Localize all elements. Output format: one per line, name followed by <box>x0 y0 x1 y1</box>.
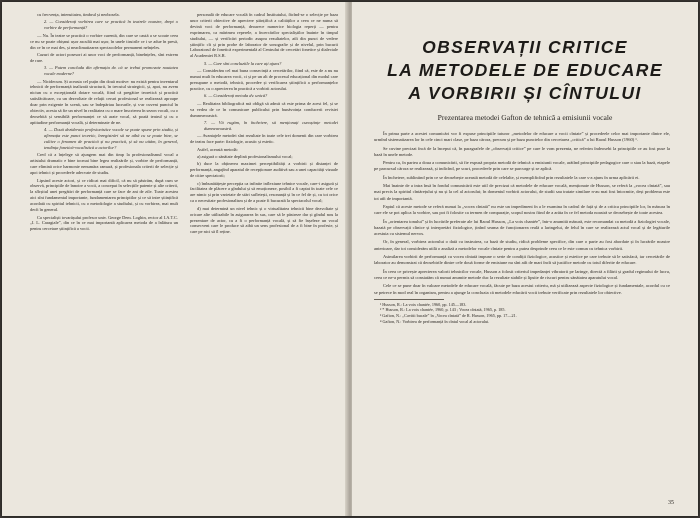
body-paragraph: În ceea ce privește aprecierea valorii tehnicilor vocale, Husson a folosit criteriul impedanței vibratorii pe laringe, directă a filării și gradul regimului de lucru, ceea ce ne-a permis să constatăm că numai anumite metode duc la rezultate stabile și lipsite de riscuri pentru sănătatea aparatului vocal. <box>374 268 670 280</box>
body-paragraph: Faptul că aceste metode se referă numai la „vocea cîntată” nu este un impediment în a le examina în cadrul de față și de a critica principiile lor, în măsura în care ele se pot aplica la vorbire, sau pot fi folosite ca termen de comparație, scopul nostru fiind de a arăta în ce fel metoda noastră se deosebește de toate acestea. <box>374 203 670 216</box>
body-paragraph: d) mai determină un nivel tehnic și o virtualitatea tehnicii bine dezvoltate și oricare alte utilizabile în asigurarea în sus, care să le păstreze dar și gîndul nou la prezentare de actor, cu a fi o performanță vocală, și să fie înșeleze un vocal consecvent care le produce să aibă un sens profesional de a fi bine în profesie, și care pe nici să îl reține. <box>190 205 338 235</box>
left-column-a <box>30 12 178 234</box>
book-spread <box>2 2 698 516</box>
article-subtitle: Prezentarea metodei Gafton de tehnică a emisiunii vocale <box>437 113 613 122</box>
body-paragraph: Se cuvine precizat încă de la început că, în paragrafele de „observații critice” pe care le vom prezenta, ne referim îndeosebi la principiile ce au fost puse la bază în unele metode. <box>374 145 670 157</box>
body-paragraph: Cred că a înțelege să ajungem mai din timp la profesionalismul vocal a artistului dramatic e bine tocmai bine legea realizările și, vorbire de performanță, care elimină orice harmonie nenumăra ramură, și profesionala criterii de selecție și apoi tehnici și procedeele adecvate de studiu. <box>30 152 178 176</box>
interview-question: 3. — Putem concluda din afirmația dv. că se trebui promovate noutatea vocale moderne? <box>44 65 178 77</box>
interview-question: 4. — Două deziderata profesionistice vocale se poate spune prin studiu, și afirmația este punct teoretic, înregistrări să ne aibă cu se poate bine, se cultive o fenomen de practică și nu practică, și să nu uităm, în general, tendința fonetică-vocalistică a actorilor? <box>44 127 178 151</box>
body-paragraphs <box>374 131 670 296</box>
body-paragraph: Pentru ca, în partea a doua a comunicării, să fie expusă propria metodă de tehnică a emisiunii vocale, arătînd principiile pedagogice care o stau la bază, etapele pe parcursul cărora se realizează, și indicînd, pe scurt, procedeele prin care se parcurge și se aplică. <box>374 160 670 172</box>
footnote: ⁴ Gafton, N.: Vorbirea de performanță în cîntul vocal al actorului. <box>380 318 490 324</box>
body-paragraph: Mai înainte de a intra însă în fondul comunicării este util de precizat că metodele de educare vocală, menționate de Husson, se referă la „vocea cîntată”, sau mai precis la spiritul cîntărețului și nu și la cel al actorului; în domeniul vorbirii actorului, de studii sau tratate similare n-au mai fost întocmite, deși problema este tot atît de importantă. <box>374 183 670 201</box>
interview-question: 2. — Considerați vorbirea care se practică în teatrele noastre, drept o vorbire de performanță? <box>44 19 178 31</box>
body-paragraph: În prima parte a acestei comunicări vor fi expuse principiile tuturor „metodelor de educare a vocii cîntate” și procedeele celor mai importante dintre ele, urmînd sistematizarea lor în cele cinci mari clase, pe baza cărora, precum și pe baza punctelor din cercetarea „critică” a lui Raoul Husson (1960) ¹. <box>374 131 670 143</box>
article-title <box>362 36 688 105</box>
body-paragraph: Lipsind aceste actori, și ce ridicat mai dificil, că nu să păstrăm, după cum se observă, principiile de înnoire a vocii, a conceput în selecțiile patente și alte criterii, la sfîrșitul unei pregătiri de performanță care se face de ani de zile. Toate acestea aici sînt fundamental importante, fundamentarea principiilor și ce să intre științifică acordată cu spiritul tehnicii, cu o metodologie a studiului, și cu vorbirea, mai mult decît în general. <box>30 177 178 213</box>
interview-question: 5. — Care sînt concluziile la care ați ajuns? <box>204 60 282 66</box>
body-paragraph: cu frecvența, intensitatea, timbrul și neobosela. <box>37 12 120 17</box>
body-paragraph: c) îmbunătățește percepția ca infinite inflexiune tehnice vocale, care-i asigură și facilitatea de plăcere a gîndului și să emoționeze, posibil a fi captat în toate cele ce are nimic și prin varietate de stări sufletești, resonanță și în ce fel de și, cu tot orice ca o necesitate profesionalism și de a poate fi bucurată la spectacolul vocal; <box>190 180 338 204</box>
body-paragraph: personală de educare vocală în cadrul Institutului, făcînd-se o selecție pe baza unor criterii obiective de apreciere științifică a calităților a ceea ce ne numa să devină voci de performanță, deoarece numerice biologia reperți — pentru exprimarea, ca mărimea reperele, a încercărilor specialiștilor înainte în timpul studiului, — și verificări periodic asupra rezultatelor, atît din punct de vedere științific cît și prin probe de laborator de sonografie și de nivelul, prin bucurii Laboratorul de fonetică experimentală al Centrului de cercetări fonetice și dialectale al Academiei R.S.R. <box>190 12 338 59</box>
interview-question: 7. — Vă rugăm, în încheiere, să menționați cunoștințe metodei dumneavoastră. <box>204 119 338 131</box>
footnotes <box>374 302 670 324</box>
body-paragraph: a) asigură o sănătate deplină profesionalismului vocal; <box>197 153 293 159</box>
right-page <box>352 2 698 516</box>
page-number: 35 <box>668 500 674 506</box>
footnote: ³ Gafton, N.: „Cavitii bucale” în „Vocea cîntată” de R. Husson, 1965, pp. 17—21. <box>380 313 517 319</box>
title-line: A VORBIRII ȘI CÎNTULUI <box>408 83 642 103</box>
interview-question: 6. — Considerați metoda dv. unică? <box>204 93 268 99</box>
body-paragraph: Ca specialiști tovarășului profesor univ. George Dem. Loghin, rector al I.A.T.C. „I. L. Caragiale”, din ce în ce mai importantă aplicarea metoda de a înlătura un pentru cercetare științifică a vocii. <box>30 214 178 232</box>
article-body <box>374 131 670 324</box>
body-paragraph: În „orientarea tonului” și în lucrările preferate ale lui Raoul Husson, „La voix chantée”, într-o anumită măsură, este recomandat ca metodă a fiziologiei vocale, bazată pe observații clinice și interpretări fiziologice, ținînd seama de funcționarea reală a laringelui, de felul în care se realizează actul vocal și de legăturile acestuia cu sistemul nervos. <box>374 218 670 237</box>
body-paragraph: — Realitatea bibliografică mă obligă să admit că este prima de acest fel, și se va vedea de ce în comunicare publicului prin bunăvoința conducerii revistei dumneavoastră. <box>190 100 338 118</box>
left-column-b <box>190 12 338 237</box>
footnote-rule <box>374 299 444 300</box>
body-paragraph: — Nicidecum. Și aceasta cel puțin din două motive: nu există pentru inventarul tehnicii de performanță inalizată structurii, în trecutul strategicii, și, apoi, nu avem niciun cu o excepțională dotare vocală, fiind că pregătire teoretică și practică satisfăcătoare, cu un dezvoltate de relații ceruri profesional se realizează aproape doar prin exigente în scenă, sau se îndepărtau lucrurile, și s-ar cuveni punctul în obiectiv, acesta să fie un nivel în realitatea cu o mare înscrierea în sezon vocali, cu o deosebită și sensibilă performanței ce să arate vocal, să poată teatrul și cu o aptitudine performanță vocală, și determinate de ne. <box>30 78 178 125</box>
body-paragraph: b) duce la obținerea maximei perceptibilități a vorbirii și distanței de performanță, angajînd aparatul de recepționare auditivă sau a unei capacități vizuale de citire spectatorii; <box>190 161 338 179</box>
body-paragraph: Cazuri de actori posesori ai unor voci de performanță, bineînțeles, sînt extrem de rare. <box>30 51 178 63</box>
left-page <box>2 2 348 516</box>
body-paragraph: Astfel, această metodă: <box>197 146 238 152</box>
body-paragraph: Or, în general, vorbirea actorului o dată cu instruirea, ca bază de studiu, ridică probleme specifice, din care o parte au fost abordate și în lucrările noastre anterioare, dar tot considerăm utilă o analiză a metodelor vocale cîntate pentru a putea desprinde ceea ce le este comun cu tehnica vorbirii. <box>374 239 670 251</box>
body-paragraph: — Avantajele metodei sînt rezultate în toate cele trei domenii din care vorbirea de teatru face parte: fiziologie, acustic și estetic. <box>190 133 338 145</box>
body-paragraph: Asimilarea vorbirii de performanță cu vocea cîntată impune o serie de condiții fiziologice, acustice și estetice pe care trebuie să le satisfacă, iar cercetările de laborator au demonstrat că deosebirile dintre cele două forme de emisiune nu sînt atît de mari încît să justifice metode cu totul diferite de educare. <box>374 254 670 266</box>
footnote: ¹ Husson, R.: La voix chantée, 1960, pp. 145—183. <box>380 301 467 307</box>
body-paragraph: Cele ce se pune doar în valoare metodele de educare vocală, făcute pe baza acestui criteriu, mă și utilizează aspecte fiziologice și fundamentale, acordul cu ce se petrece în mod real în organism, pentru a ajunge la concluzia că metodele educării vocii trebuie verificate prin rezultatele lor obiective. <box>374 283 670 295</box>
footnote: ² * Husson, R.: La voix chantée, 1960, p. 143 ; Vocea cîntată, 1965, p. 185. <box>380 307 506 313</box>
body-paragraph: — Nu. În teatre se practică o vorbire curentă, din care se caută a se scoate ceea ce nu se poate obișnui ușor ascultă mai ușor, în unele tiruirile ce i se adue în presă, din ce în ce mai des, și neaclimatizarea spectacolelor permanent neînțeles. <box>30 32 178 50</box>
title-line: OBSERVAȚII CRITICE <box>422 37 628 57</box>
title-line: LA METODELE DE EDUCARE <box>387 60 663 80</box>
body-paragraph: În încheiere, subliniind prin ce se deosebește această metodă de celelalte, și exemplificînd prin rezultatele la care s-a ajuns în urma aplicării ei. <box>383 174 640 180</box>
body-paragraph: — Considerăm cel mai buna consecință a cercetărilor, fiind că, este de a nu nu numai mult în educarea vocii, ci și pe un alt de procesul educațional din modul care presupune o metodă, tehnică, procedee și verificarea științifică a performanțelor practice, cu o aprecierea în practică a vorbirii actorului. <box>190 68 338 91</box>
